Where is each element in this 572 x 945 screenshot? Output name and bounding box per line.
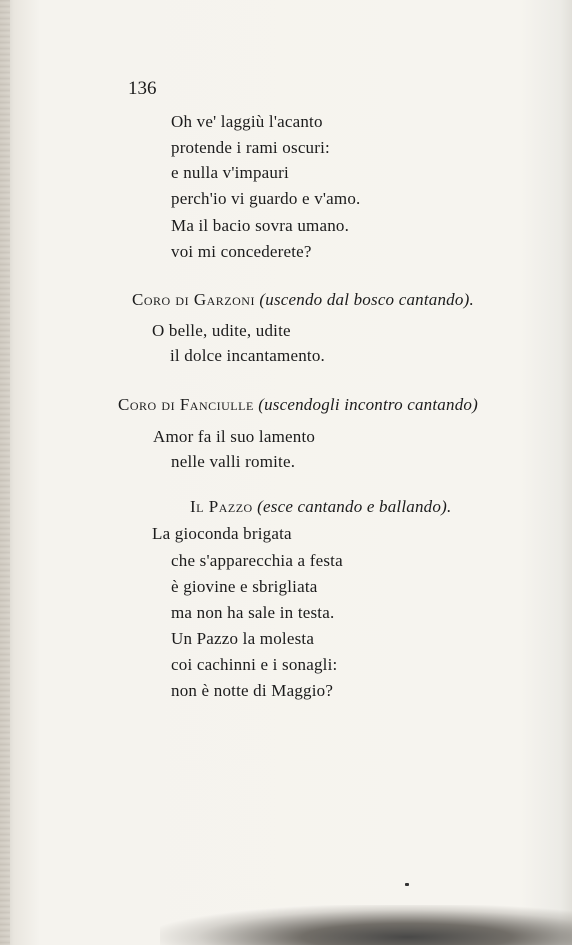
- page-number: 136: [128, 78, 157, 99]
- speaker-name: Coro di Fanciulle: [118, 395, 254, 414]
- verse-line: è giovine e sbrigliata: [171, 577, 318, 596]
- verse-line: O belle, udite, udite: [152, 321, 291, 340]
- speaker-heading-garzoni: [132, 290, 474, 310]
- verse-line: nelle valli romite.: [171, 452, 296, 471]
- stage-direction: (esce cantando e ballando).: [257, 497, 452, 516]
- verse-line: voi mi concederete?: [171, 242, 312, 261]
- stage-direction: (uscendogli incontro cantando): [258, 395, 478, 414]
- stage-direction: (uscendo dal bosco cantando).: [259, 290, 474, 309]
- verse-line: Amor fa il suo lamento: [153, 427, 316, 446]
- speaker-name: Il Pazzo: [190, 497, 253, 516]
- verse-line: non è notte di Maggio?: [171, 681, 334, 700]
- verse-line: e nulla v'impauri: [171, 163, 289, 182]
- speaker-heading-fanciulle: [118, 395, 478, 415]
- ink-speck: [405, 883, 409, 886]
- verse-line: perch'io vi guardo e v'amo.: [171, 189, 361, 208]
- verse-line: La gioconda brigata: [152, 524, 292, 543]
- verse-line: che s'apparecchia a festa: [171, 551, 343, 570]
- verse-line: Un Pazzo la molesta: [171, 629, 315, 648]
- verse-line: protende i rami oscuri:: [171, 138, 330, 157]
- verse-line: il dolce incantamento.: [170, 346, 325, 365]
- verse-line: Ma il bacio sovra umano.: [171, 216, 350, 235]
- verse-line: ma non ha sale in testa.: [171, 603, 335, 622]
- verse-line: Oh ve' laggiù l'acanto: [171, 112, 323, 131]
- bottom-ink-smudge: [160, 905, 572, 945]
- verse-line: coi cachinni e i sonagli:: [171, 655, 338, 674]
- speaker-name: Coro di Garzoni: [132, 290, 255, 309]
- speaker-heading-pazzo: [190, 497, 451, 517]
- page-edge-shadow: [0, 0, 10, 945]
